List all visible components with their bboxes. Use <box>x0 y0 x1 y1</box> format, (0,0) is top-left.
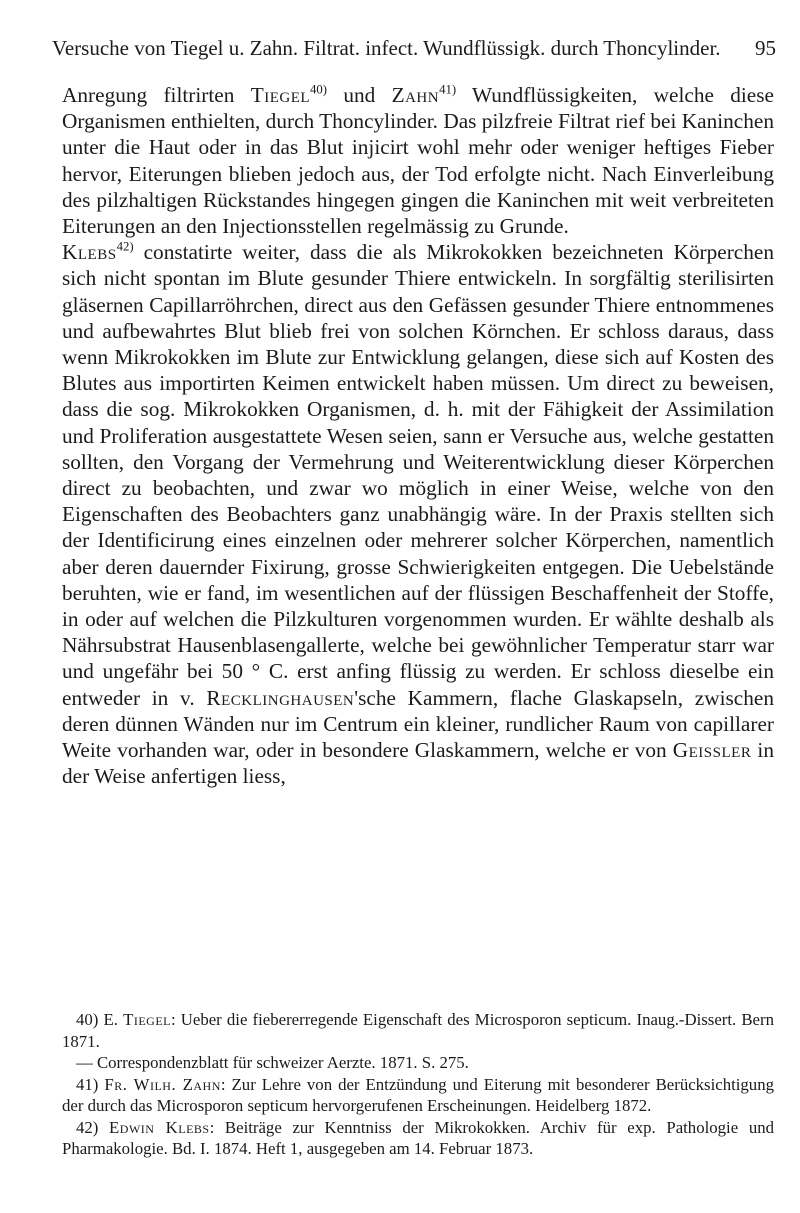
main-text <box>62 82 774 789</box>
footnote-ref: 40) <box>310 82 328 97</box>
author-name: Fr. Wilh. Zahn <box>104 1074 221 1094</box>
footnotes <box>62 1009 774 1160</box>
paragraph <box>62 82 774 239</box>
footnote-ref: 41) <box>439 82 457 97</box>
footnote-label: 41) <box>76 1074 105 1094</box>
person-name: Recklinghausen <box>206 685 355 710</box>
author-name: Tiegel <box>250 83 311 107</box>
text-run: Wundflüssigkeiten, welche diese Organismen enthielten, durch Thoncylinder. Das pilzfreie Filtrat rief bei Kaninchen unter die Haut oder in das Blut injicirt wohl mehr oder weniger heftiges Fieber hervor, Eiterungen blieben jedoch aus, der Tod erfolgte nicht. Nach Einverleibung des pilzhaltigen Rückstandes hingegen gingen die Kaninchen mit weit verbreiteten Eiterungen an den Injectionsstellen regelmässig zu Grunde. <box>62 83 774 239</box>
footnote-text: — Correspondenzblatt für schweizer Aerzte. 1871. S. 275. <box>76 1053 469 1072</box>
footnote-text: : Zur Lehre von der Entzündung und Eiterung mit besonderer Berücksichtigung der durch das Microsporon septicum hervorgerufenen Erscheinungen. Heidelberg 1872. <box>62 1074 774 1115</box>
author-name: Edwin Klebs <box>109 1117 210 1137</box>
text-run: in der Weise anfertigen liess, <box>62 738 774 789</box>
person-name: Geissler <box>672 738 752 763</box>
paragraph <box>62 239 774 789</box>
author-name: Klebs <box>62 240 117 265</box>
footnote <box>62 1117 774 1160</box>
footnote <box>62 1009 774 1052</box>
page-number: 95 <box>755 36 776 60</box>
author-name: Tiegel <box>123 1010 171 1029</box>
running-title: Versuche von Tiegel u. Zahn. Filtrat. infect. Wundflüssigk. durch Thoncylinder. <box>52 36 721 60</box>
footnote-label: 42) <box>76 1117 110 1137</box>
footnote-ref: 42) <box>116 239 134 254</box>
text-run: und <box>327 83 392 107</box>
footnote <box>62 1074 774 1117</box>
text-run: constatirte weiter, dass die als Mikrokokken bezeichneten Körperchen sich nicht spontan im Blute gesunder Thiere entwickeln. In sorgfältig sterilisirten gläsernen Capillarröhrchen, direct aus den Gefässen gesunder Thiere entnommenes und aufbewahrtes Blut blieb frei von solchen Körnchen. Er schloss daraus, dass wenn Mikrokokken im Blute zur Entwicklung gelangen, diese sich auf Kosten des Blutes aus importirten Keimen entwickelt haben müssen. Um direct zu beweisen, dass die sog. Mikrokokken Organismen, d. h. mit der Fähigkeit der Assimilation und Proliferation ausgestattete Wesen seien, sann er Versuche aus, welche gestatten sollten, den Vorgang der Vermehrung und Weiterentwicklung dieser Körperchen direct zu beobachten, und zwar wo möglich in einer Weise, welche von den Eigenschaften des Beobachters ganz unabhängig wäre. In der Praxis stellten sich der Identificirung eines einzelnen oder mehrerer solcher Körperchen, namentlich aber deren dauernder Fixirung, grosse Schwierigkeiten entgegen. Die Uebelstände beruhten, wie er fand, im wesentlichen auf der flüssigen Beschaffenheit der Stoffe, in oder auf welchen die Pilzkulturen vorgenommen wurden. Er wählte deshalb als Nährsubstrat Hausenblasengallerte, welche bei gewöhnlicher Temperatur starr war und ungefähr bei 50 ° C. erst anfing flüssig zu werden. Er schloss dieselbe ein entweder in v. <box>62 240 774 710</box>
footnote-text: : Beiträge zur Kenntniss der Mikrokokken. Archiv für exp. Pathologie und Pharmakologie. Bd. I. 1874. Heft 1, ausgegeben am 14. Februar 1873. <box>62 1117 774 1158</box>
running-header <box>52 36 776 61</box>
footnote-label: 40) E. <box>76 1010 124 1029</box>
text-run: 'sche Kammern, flache Glaskapseln, zwischen deren dünnen Wänden nur im Centrum ein kleiner, rundlicher Raum von capillarer Weite vorhanden war, oder in besondere Glaskammern, welche er von <box>62 685 775 763</box>
author-name: Zahn <box>391 83 440 107</box>
text-run: Anregung filtrirten <box>62 83 251 107</box>
footnote-text: : Ueber die fiebererregende Eigenschaft des Microsporon septicum. Inaug.-Dissert. Bern 1871. <box>62 1010 774 1051</box>
footnote <box>62 1052 774 1074</box>
